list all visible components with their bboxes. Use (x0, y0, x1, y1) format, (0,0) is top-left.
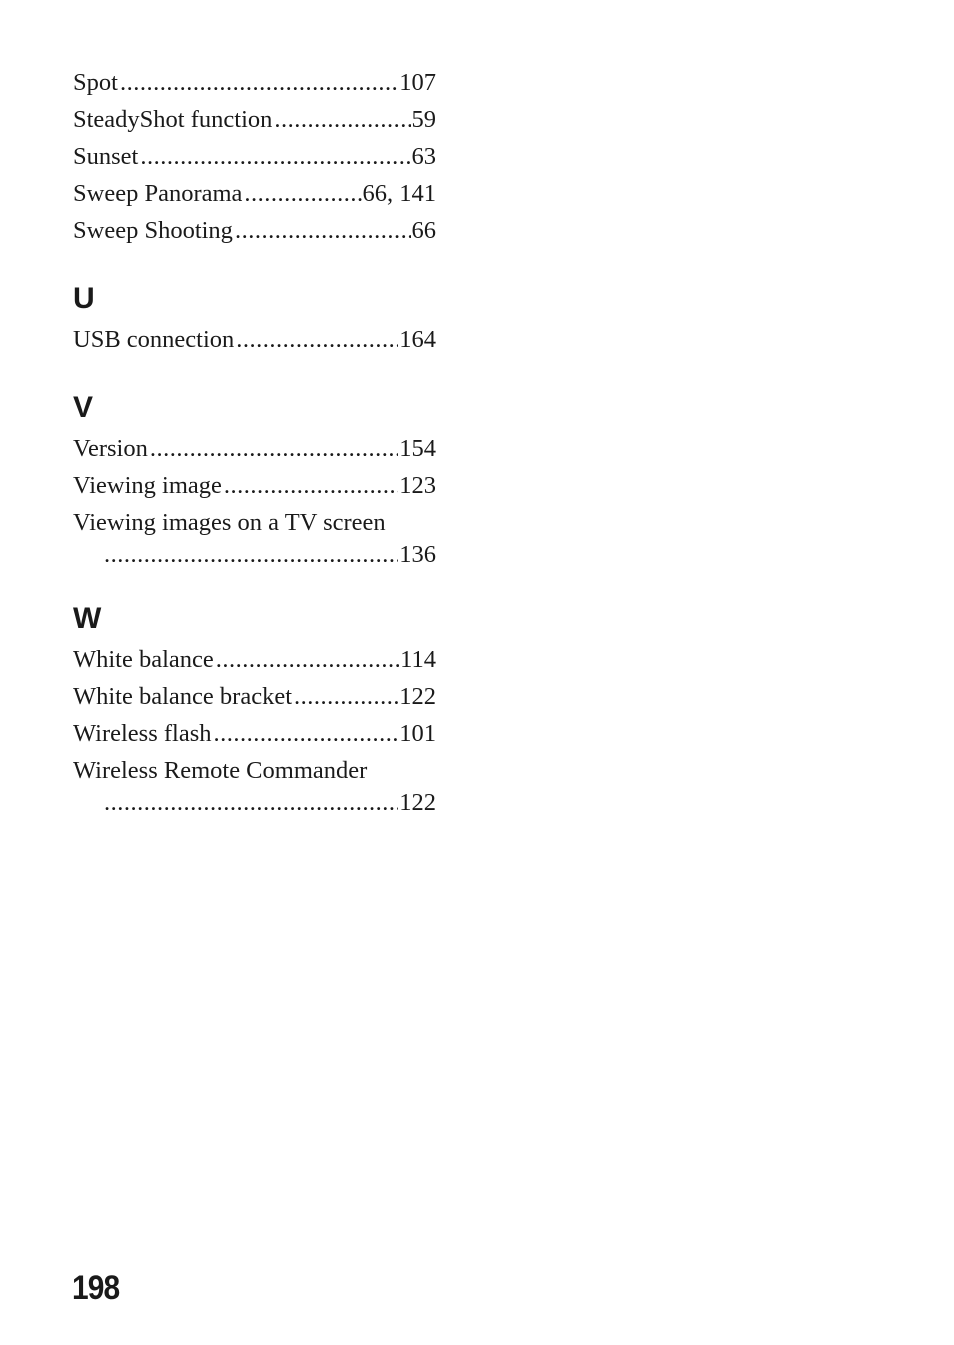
dot-leader (235, 212, 411, 249)
index-section-w (73, 603, 436, 817)
index-term: Wireless Remote Commander (73, 757, 368, 784)
index-entry (73, 715, 436, 752)
dot-leader (274, 101, 410, 138)
index-term: Viewing images on a TV screen (73, 509, 386, 536)
index-page-ref: 122 (399, 789, 436, 816)
section-heading: V (73, 391, 94, 424)
index-entry (73, 101, 436, 138)
dot-leader (140, 138, 410, 175)
index-entry (73, 138, 436, 175)
index-entry (73, 212, 436, 249)
section-heading: U (73, 282, 95, 315)
index-term: White balance bracket (73, 683, 293, 710)
index-page-ref: 59 (411, 106, 436, 133)
index-entry (73, 64, 436, 101)
dot-leader (150, 430, 398, 467)
dot-leader (216, 641, 399, 678)
index-page-ref: 164 (399, 326, 436, 353)
index-page-ref: 107 (399, 69, 436, 96)
index-page-ref: 114 (400, 646, 436, 673)
index-page-ref: 123 (399, 472, 436, 499)
index-page-ref: 66 (411, 217, 436, 244)
index-term: Spot (73, 69, 118, 96)
index-page-ref: 63 (411, 143, 436, 170)
index-entry (73, 175, 436, 212)
index-entry (73, 752, 436, 817)
index-page-ref: 101 (399, 720, 436, 747)
index-page-ref: 154 (399, 435, 436, 462)
dot-leader (294, 678, 398, 715)
index-section-s (73, 64, 436, 249)
dot-leader (104, 789, 398, 817)
index-entry (73, 321, 436, 358)
index-entry (73, 678, 436, 715)
index-page-ref: 136 (399, 541, 436, 568)
index-term: Wireless flash (73, 720, 212, 747)
index-section-u (73, 283, 436, 358)
index-term: Viewing image (73, 472, 222, 499)
index-section-v (73, 392, 436, 569)
index-entry (73, 641, 436, 678)
index-entry (73, 504, 436, 569)
section-heading: W (73, 602, 102, 635)
index-page-ref: 122 (399, 683, 436, 710)
dot-leader (213, 715, 398, 752)
dot-leader (120, 64, 398, 101)
index-term: USB connection (73, 326, 235, 353)
index-term: White balance (73, 646, 214, 673)
index-entry (73, 430, 436, 467)
page-number: 198 (72, 1269, 120, 1307)
dot-leader (104, 541, 398, 569)
index-entry (73, 467, 436, 504)
index-column (73, 64, 436, 817)
index-term: Version (73, 435, 148, 462)
index-term: Sweep Shooting (73, 217, 233, 244)
index-term: SteadyShot function (73, 106, 273, 133)
index-term: Sunset (73, 143, 139, 170)
dot-leader (224, 467, 398, 504)
index-page-ref: 66, 141 (362, 180, 436, 207)
dot-leader (244, 175, 361, 212)
index-term: Sweep Panorama (73, 180, 243, 207)
dot-leader (236, 321, 398, 358)
